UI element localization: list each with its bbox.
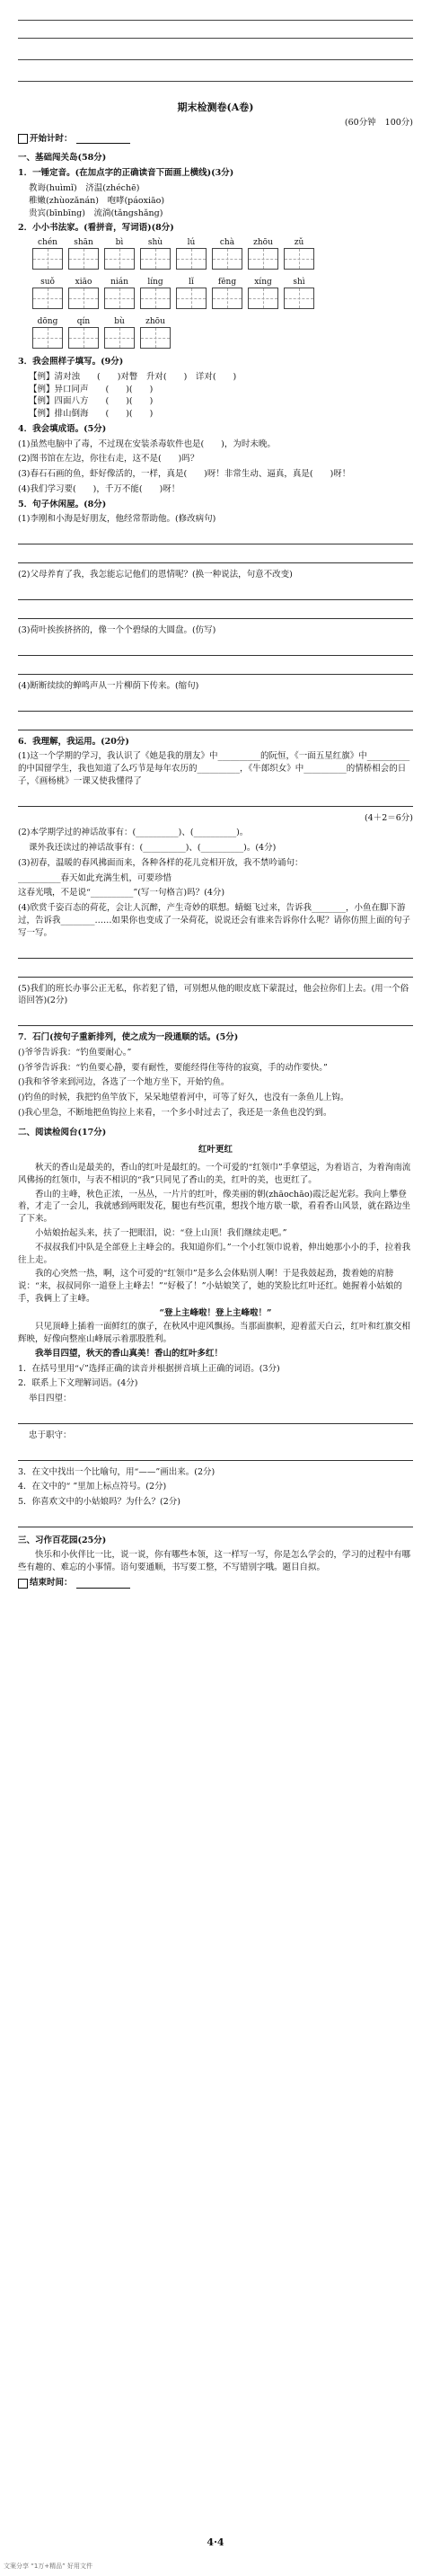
r3: 3．在文中找出一个比喻句，用“——”画出来。(2分) xyxy=(18,1466,216,1477)
r4: 4．在文中的“ ”里加上标点符号。(2分) xyxy=(18,1482,167,1492)
pinyin-grid-row-2 xyxy=(32,277,413,309)
write-box[interactable] xyxy=(140,248,171,270)
timer-label: 结束时间： xyxy=(30,1578,73,1589)
write-box[interactable] xyxy=(68,288,99,309)
answer-line[interactable] xyxy=(18,964,413,978)
r2-item-2: 忠于职守： xyxy=(29,1430,72,1440)
total-score: 100分) xyxy=(384,117,413,128)
answer-line[interactable] xyxy=(18,661,413,675)
answer-line[interactable] xyxy=(18,945,413,959)
answer-line[interactable] xyxy=(18,531,413,544)
q4: 4．我会填成语。(5分) xyxy=(18,423,107,434)
q7-item-3: ()我和爷爷来到河边，各选了一个地方坐下，开始钓鱼。 xyxy=(18,1077,230,1088)
story-title: 红叶更红 xyxy=(198,1145,233,1155)
pinyin: zhōu xyxy=(253,238,273,248)
q6-1: (1)这一个学期的学习，我认识了《她是我的朋友》中__________的阮恒，《一面五星红旗》中__________的中国留学生，我也知道了么巧节是每年农历的__________，《牛郎织女》中__________的情桥相会的日子，《画杨桃》一课又使我懂得了 xyxy=(18,751,410,786)
essay-prompt: 快乐和小伙伴比一比，说一说，你有哪些本领，这一样写一写，你是怎么学会的，学习的过程中有哪些有趣的、难忘的小事情。语句要通顺，书写要工整，不写错别字哦。题目自拟。 xyxy=(18,1549,411,1572)
write-box[interactable] xyxy=(284,248,314,270)
q5: 5．句子休闲屋。(8分) xyxy=(18,499,107,509)
pinyin: qín xyxy=(76,317,91,327)
q6: 6．我理解，我运用。(20分) xyxy=(18,736,129,747)
q6-3c: 这春光哦，不是说“__________”(写一句格言)吗？(4分) xyxy=(18,888,225,899)
q5-2: (2)父母养育了我，我怎能忘记他们的恩情呢？(换一种说法，句意不改变) xyxy=(18,570,293,580)
write-box[interactable] xyxy=(140,288,171,309)
footer-note: 文案分享 “1万+精品” 好用文件 xyxy=(4,2563,93,2570)
story-para: 香山的主峰，秋色正浓，一丛丛，一片片的红叶，像美丽的朝(zhāochāo)霞泛起光彩。我向上攀登着，才走了一会儿，我就感到两眼发花，腿也有些沉重，想找个地方歇一歇，看看香山风景，就在路边坐了下来。 xyxy=(18,1189,411,1225)
pinyin-grid-row-3 xyxy=(32,316,413,349)
r5: 5．你喜欢文中的小姑娘吗？为什么？(2分) xyxy=(18,1497,181,1508)
pinyin: bù xyxy=(114,317,125,327)
start-timer xyxy=(18,133,413,146)
write-box[interactable] xyxy=(32,288,63,309)
exam-meta xyxy=(18,117,413,129)
write-box[interactable] xyxy=(248,288,278,309)
q6-1-score: (4＋2＝6分) xyxy=(364,812,413,823)
q4-item-1: (1)虽然电脑中了毒，不过现在安装杀毒软件也是( )，为时未晚。 xyxy=(18,438,276,449)
write-box[interactable] xyxy=(176,288,207,309)
q3-item-4: 【例】排山倒海 ( )( ) xyxy=(29,409,154,420)
q6-2b: 课外我还读过的神话故事有：(__________)、(__________)。(4分) xyxy=(29,843,277,854)
q3: 3．我会照样子填写。(9分) xyxy=(18,357,124,367)
q6-4: (4)欣赏千姿百态的荷花，会让人沉醉，产生奇妙的联想。蜻蜓飞过来，告诉我________，小鱼在脚下游过，告诉我________……如果你也变成了一朵荷花，说说还会有谁来告诉你什么呢？请你仿照上面的句子写一写。 xyxy=(18,903,411,938)
q1-item-1: 教诲(huìmǐ) 济温(zhéchē) xyxy=(29,183,140,193)
q7-item-5: ()我心里急，不断地把鱼钩拉上来看，一个多小时过去了，我还是一条鱼也没钓到。 xyxy=(18,1107,332,1118)
start-time-blank[interactable] xyxy=(76,134,130,144)
answer-line[interactable] xyxy=(18,793,413,807)
pinyin: shù xyxy=(147,238,163,248)
write-box[interactable] xyxy=(104,288,135,309)
answer-line[interactable] xyxy=(18,717,413,730)
exam-title: 期末检测卷(A卷) xyxy=(177,102,254,113)
pinyin: dōng xyxy=(37,317,58,327)
write-box[interactable] xyxy=(140,327,171,349)
write-box[interactable] xyxy=(68,327,99,349)
pinyin: bì xyxy=(115,238,124,248)
header-line-2 xyxy=(18,38,413,39)
q3-item-3: 【例】四面八方 ( )( ) xyxy=(29,396,154,407)
write-box[interactable] xyxy=(212,248,242,270)
pinyin: shān xyxy=(74,238,93,248)
story-para: 不叔叔我们中队是全部登上主峰会的。我知道你们。”一个小红领巾说着，伸出她那小小的手，拉着我往上走。 xyxy=(18,1242,411,1265)
answer-line[interactable] xyxy=(18,642,413,656)
answer-line[interactable] xyxy=(18,1447,413,1461)
write-box[interactable] xyxy=(212,288,242,309)
q5-1: (1)李刚和小海是好朋友，他经常帮助他。(修改病句) xyxy=(18,514,216,525)
timer-box-icon xyxy=(18,134,28,144)
answer-line[interactable] xyxy=(18,606,413,619)
pinyin: zhōu xyxy=(145,317,165,327)
write-box[interactable] xyxy=(104,327,135,349)
section-2-title: 二、阅读检阅台(17分) xyxy=(18,1127,107,1138)
r2-item-1: 举目四望： xyxy=(29,1394,72,1404)
write-box[interactable] xyxy=(284,288,314,309)
exam-content xyxy=(18,101,413,1595)
q7-item-2: ()爷爷告诉我：“钓鱼要心静，要有耐性，要能经得住等待的寂寞，手的动作要快。” xyxy=(18,1062,328,1073)
q5-4: (4)断断续续的蝉鸣声从一片柳荫下传来。(缩句) xyxy=(18,680,199,691)
q5-3: (3)荷叶挨挨挤挤的，像一个个碧绿的大圆盘。(仿写) xyxy=(18,625,216,636)
q1-item-2: 稚嫩(zhùozǎnán) 咆哮(páoxiāo) xyxy=(29,195,165,206)
pinyin: xiāo xyxy=(75,278,92,288)
answer-line[interactable] xyxy=(18,550,413,563)
q4-item-4: (4)我们学习要( )，千万不能( )呀！ xyxy=(18,483,180,494)
write-box[interactable] xyxy=(68,248,99,270)
write-box[interactable] xyxy=(176,248,207,270)
story-para: 只见顶峰上插着一面鲜红的旗子，在秋风中迎风飘扬。当那面旗帜，迎着蓝天白云，红叶和红旗交相辉映，好像向整座山峰展示着那股胜利。 xyxy=(18,1322,411,1345)
q6-3b: __________春天如此充满生机，可要珍惜 xyxy=(18,872,172,883)
q1: 1．一锤定音。(在加点字的正确读音下面画上横线)(3分) xyxy=(18,168,234,179)
r1: 1．在括号里用“√”选择正确的读音并根据拼音填上正确的词语。(3分) xyxy=(18,1363,280,1374)
q2: 2．小小书法家。(看拼音，写词语)(8分) xyxy=(18,223,174,234)
story-para: 秋天的香山是最美的，香山的红叶是最红的。一个可爱的“红领巾”手拿望远，为着语言，为着洵南流风佛扬的红领巾，与表不相识的“我”只同见了香山的美，红叶的美，也更红了。 xyxy=(18,1163,411,1185)
pinyin: shì xyxy=(293,278,305,288)
timer-label: 开始计时： xyxy=(30,133,73,144)
header-line-4 xyxy=(18,81,413,82)
write-box[interactable] xyxy=(32,327,63,349)
pinyin: fēng xyxy=(217,278,237,288)
q7-item-4: ()钓鱼的时候，我把钓鱼竿放下，呆呆地望着河中，可等了好久，也没有一条鱼儿上钩。 xyxy=(18,1093,349,1103)
header-line-1 xyxy=(18,20,413,21)
story-para: 小姑娘抬起头来，扶了一把眼泪，说：“登上山顶！我们继续走吧。” xyxy=(35,1227,287,1238)
pinyin: chà xyxy=(219,238,235,248)
pinyin: nián xyxy=(110,278,128,288)
end-timer xyxy=(18,1577,413,1589)
r2: 2．联系上下文理解词语。(4分) xyxy=(18,1378,138,1389)
pinyin: lú xyxy=(187,238,196,248)
q3-item-2: 【例】异口同声 ( )( ) xyxy=(29,384,154,394)
pinyin-grid-row-1 xyxy=(32,237,413,270)
timer-box-icon xyxy=(18,1579,28,1589)
pinyin: xíng xyxy=(254,278,272,288)
pinyin: chén xyxy=(38,238,57,248)
write-box[interactable] xyxy=(248,248,278,270)
answer-line[interactable] xyxy=(18,698,413,712)
header-line-3 xyxy=(18,59,413,60)
q3-item-1: 【例】清对浊 ( )对瞥 升对( ) 详对( ) xyxy=(29,371,237,382)
story-para: “登上主峰啦！登上主峰啦！” xyxy=(159,1307,272,1318)
page-number: 4·4 xyxy=(207,2536,224,2548)
answer-line[interactable] xyxy=(18,1514,413,1527)
write-box[interactable] xyxy=(104,248,135,270)
end-time-blank[interactable] xyxy=(76,1579,130,1589)
section-1-title: 一、基础闯关岛(58分) xyxy=(18,153,107,164)
story-para: 我举目四望，秋天的香山真美！香山的红叶多红！ xyxy=(35,1348,224,1359)
pinyin: suǒ xyxy=(40,278,55,288)
q1-item-3: 贵宾(bīnbīng) 流淌(tǎngshǎng) xyxy=(29,208,163,218)
story-para: 我的心突然一热，啊，这个可爱的“红领巾”是多么会体贴别人啊！于是我鼓起劲，拨着她的肩膀说：“来，叔叔同你一道登上主峰去！”“好极了！”小姑娘笑了，她的笑脸比红叶还红。她握着小姑娘的手，我俩上了主峰。 xyxy=(18,1269,402,1304)
write-box[interactable] xyxy=(32,248,63,270)
q6-3: (3)初春，温暖的春风拂面而来，各种各样的花儿竞相开放，我不禁吟诵句： xyxy=(18,857,303,868)
q6-2: (2)本学期学过的神话故事有：(__________)、(__________)。 xyxy=(18,828,249,838)
answer-line[interactable] xyxy=(18,1013,413,1026)
answer-line[interactable] xyxy=(18,587,413,600)
time-limit: (60分钟 xyxy=(344,117,376,128)
q7: 7．石门(按句子重新排列，使之成为一段通顺的话。(5分) xyxy=(18,1032,239,1043)
q6-5: (5)我们的班长办事公正无私，你若犯了错，可别想从他的眼皮底下蒙混过，他会拉你们上去。(用一个俗语回答)(2分) xyxy=(18,983,409,1006)
pinyin: zǔ xyxy=(294,238,304,248)
q4-item-3: (3)春石石画的鱼，虾好像活的，一样，真是( )呀！非常生动、逼真，真是( )呀！ xyxy=(18,469,351,480)
pinyin: líng xyxy=(147,278,163,288)
q4-item-2: (2)图书馆在左边，你往右走，这不是( )吗？ xyxy=(18,454,199,465)
pinyin: lǐ xyxy=(189,278,194,288)
q7-item-1: ()爷爷告诉我：“钓鱼要耐心。” xyxy=(18,1047,132,1058)
answer-line[interactable] xyxy=(18,1411,413,1424)
section-3-title: 三、习作百花园(25分) xyxy=(18,1536,107,1545)
